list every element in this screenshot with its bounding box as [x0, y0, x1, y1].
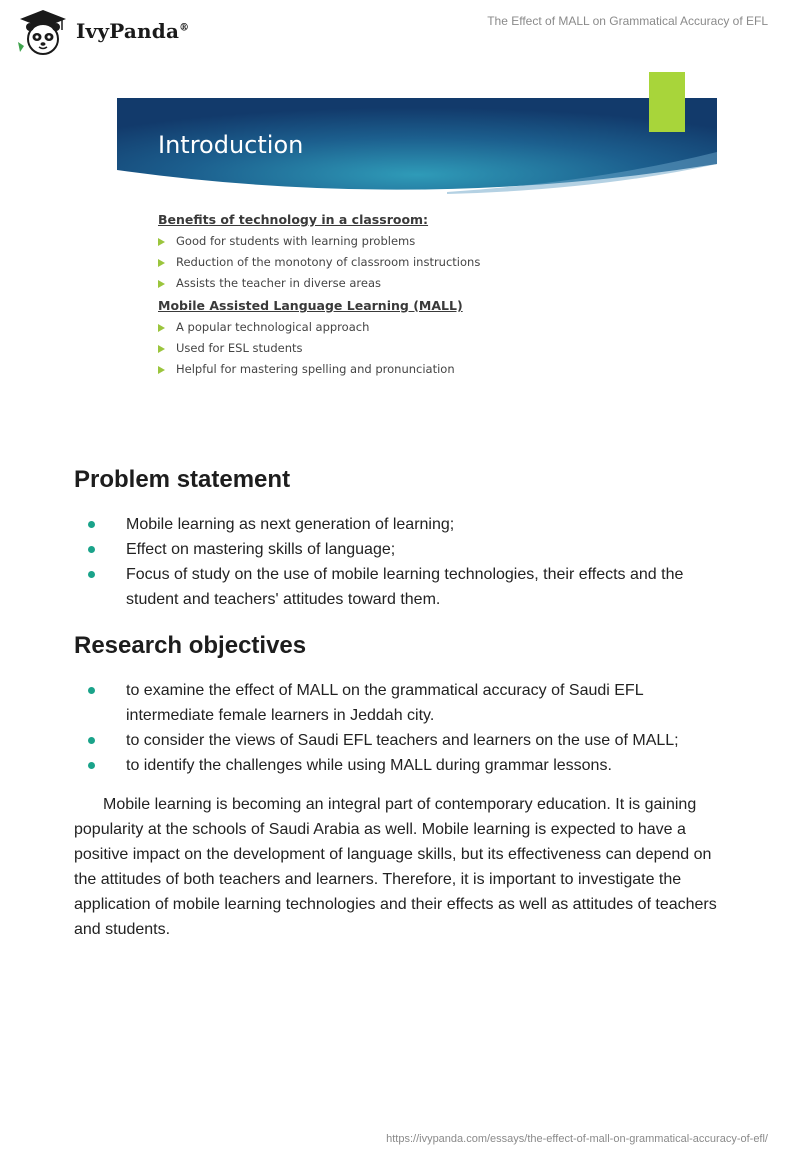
essay-content: [74, 460, 734, 942]
slide-section-heading: Benefits of technology in a classroom:: [158, 212, 429, 227]
source-url-link[interactable]: https://ivypanda.com/essays/the-effect-of-mall-on-grammatical-accuracy-of-efl/: [386, 1133, 768, 1145]
slide-list-item: Good for students with learning problems: [158, 231, 698, 252]
slide-list-item: Assists the teacher in diverse areas: [158, 273, 698, 294]
slide-section-heading: Mobile Assisted Language Learning (MALL): [158, 298, 463, 313]
slide-list-item: Reduction of the monotony of classroom instructions: [158, 252, 698, 273]
slide-body: [158, 208, 698, 382]
bullet-item: Mobile learning as next generation of learning;: [74, 512, 734, 537]
slide-list: [158, 231, 698, 294]
teal-dot-icon: [88, 546, 95, 553]
bullet-item: Focus of study on the use of mobile learning technologies, their effects and the student and teachers' attitudes toward them.: [74, 562, 734, 612]
green-triangle-icon: [158, 324, 165, 332]
section-heading: Research objectives: [74, 632, 307, 659]
ivypanda-logo[interactable]: [14, 8, 214, 58]
bullet-item: to identify the challenges while using MALL during grammar lessons.: [74, 753, 734, 778]
bullet-list: [74, 512, 734, 612]
running-title: The Effect of MALL on Grammatical Accuracy of EFL: [487, 14, 768, 28]
green-triangle-icon: [158, 280, 165, 288]
bullet-list: [74, 678, 734, 778]
slide-image: [117, 72, 717, 392]
teal-dot-icon: [88, 687, 95, 694]
teal-dot-icon: [88, 737, 95, 744]
slide-list: [158, 317, 698, 380]
section-heading: Problem statement: [74, 466, 291, 493]
bullet-item: to consider the views of Saudi EFL teachers and learners on the use of MALL;: [74, 728, 734, 753]
slide-list-item: Used for ESL students: [158, 338, 698, 359]
brand-name: IvyPanda®: [76, 19, 190, 43]
accent-green-bar: [649, 72, 685, 132]
slide-list-item: Helpful for mastering spelling and pronunciation: [158, 359, 698, 380]
green-triangle-icon: [158, 345, 165, 353]
green-triangle-icon: [158, 259, 165, 267]
teal-dot-icon: [88, 762, 95, 769]
green-triangle-icon: [158, 366, 165, 374]
panda-graduate-icon: [14, 8, 72, 58]
bullet-item: to examine the effect of MALL on the grammatical accuracy of Saudi EFL intermediate female learners in Jeddah city.: [74, 678, 734, 728]
slide-title: Introduction: [158, 131, 304, 159]
bullet-item: Effect on mastering skills of language;: [74, 537, 734, 562]
green-triangle-icon: [158, 238, 165, 246]
teal-dot-icon: [88, 521, 95, 528]
teal-dot-icon: [88, 571, 95, 578]
body-paragraph: Mobile learning is becoming an integral part of contemporary education. It is gaining popularity at the schools of Saudi Arabia as well. Mobile learning is expected to have a positive impact on the development of language skills, but its effectiveness can depend on the attitudes of both teachers and learners. Therefore, it is important to investigate the application of mobile learning technologies and their effects as well as attitudes of teachers and students.: [74, 796, 717, 938]
slide-list-item: A popular technological approach: [158, 317, 698, 338]
